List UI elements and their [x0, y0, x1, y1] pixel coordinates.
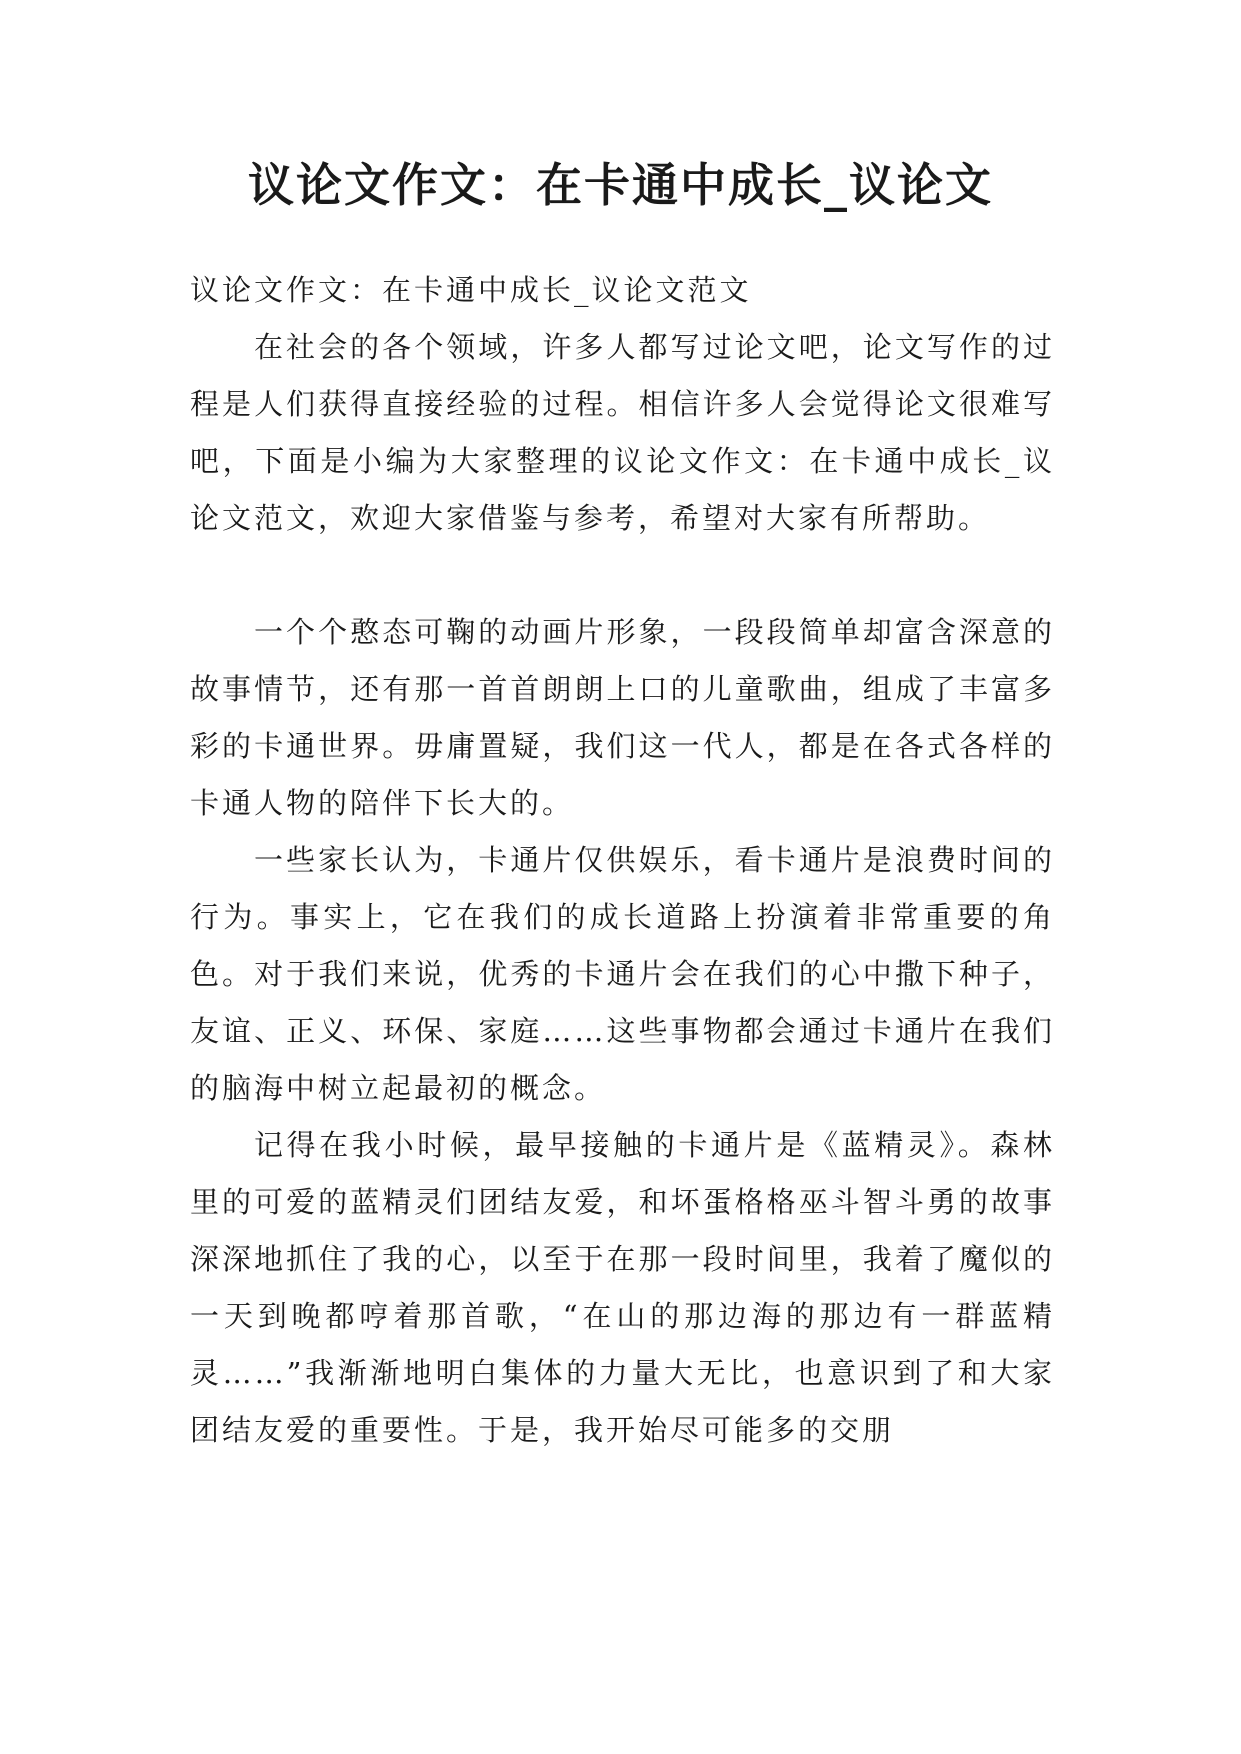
document-subtitle: 议论文作文：在卡通中成长_议论文范文 — [190, 273, 752, 307]
body-paragraph-2: 一些家长认为，卡通片仅供娱乐，看卡通片是浪费时间的行为。事实上，它在我们的成长道路上扮演着非常重要的角色。对于我们来说，优秀的卡通片会在我们的心中撒下种子，友谊、正义、环保、家庭……这些事物都会通过卡通片在我们的脑海中树立起最初的概念。 — [190, 843, 1055, 1105]
body-paragraph-1: 一个个憨态可鞠的动画片形象，一段段简单却富含深意的故事情节，还有那一首首朗朗上口的儿童歌曲，组成了丰富多彩的卡通世界。毋庸置疑，我们这一代人，都是在各式各样的卡通人物的陪伴下长大的。 — [190, 615, 1055, 820]
body-paragraph-3: 记得在我小时候，最早接触的卡通片是《蓝精灵》。森林里的可爱的蓝精灵们团结友爱，和坏蛋格格巫斗智斗勇的故事深深地抓住了我的心，以至于在那一段时间里，我着了魔似的一天到晚都哼着那首歌，“在山的那边海的那边有一群蓝精灵……”我渐渐地明白集体的力量大无比，也意识到了和大家团结友爱的重要性。于是，我开始尽可能多的交朋 — [190, 1128, 1055, 1447]
intro-paragraph: 在社会的各个领域，许多人都写过论文吧，论文写作的过程是人们获得直接经验的过程。相信许多人会觉得论文很难写吧，下面是小编为大家整理的议论文作文：在卡通中成长_议论文范文，欢迎大家借鉴与参考，希望对大家有所帮助。 — [190, 330, 1055, 535]
document-body — [190, 262, 1055, 1459]
document-title: 议论文作文：在卡通中成长_议论文 — [248, 158, 993, 212]
